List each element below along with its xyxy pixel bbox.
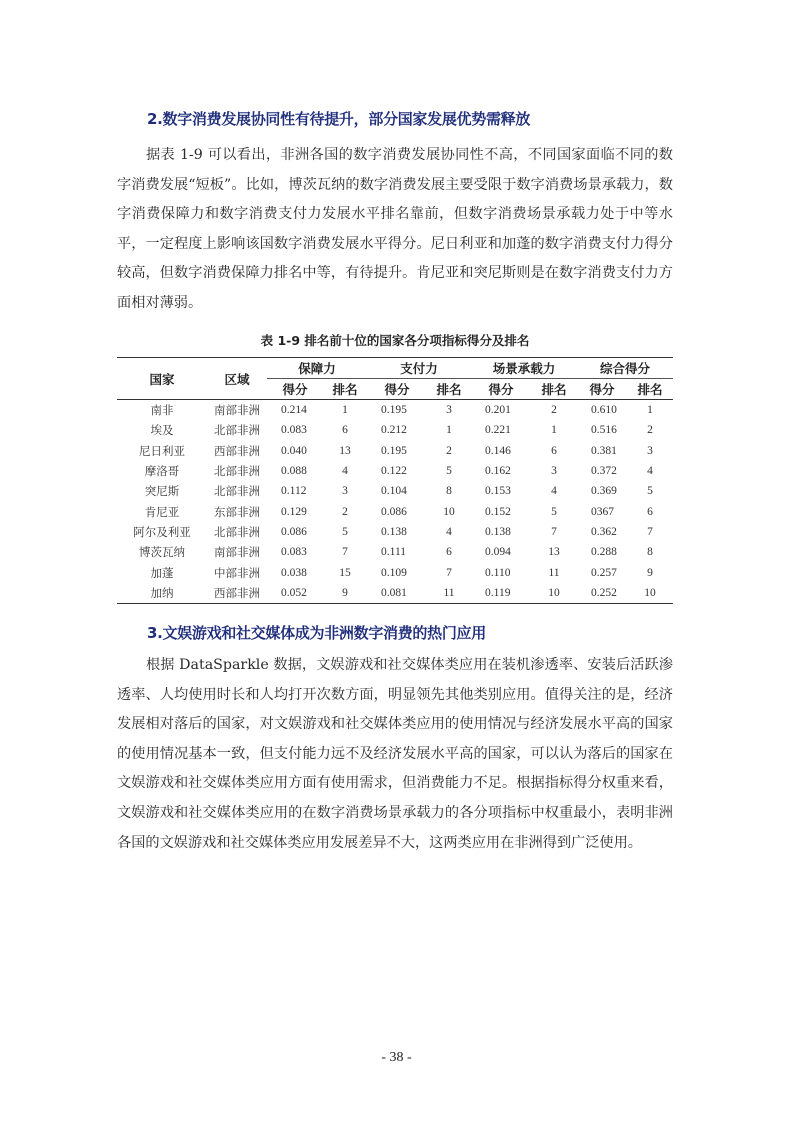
cell-composite-rank: 5 xyxy=(647,485,653,498)
cell-guarantee-rank: 6 xyxy=(342,424,348,437)
cell-composite-rank: 3 xyxy=(647,444,653,457)
page-number: - 38 - xyxy=(381,1050,412,1065)
cell-guarantee-rank: 9 xyxy=(323,583,367,604)
cell-scenario-rank: 6 xyxy=(551,444,557,457)
cell-scenario-score: 0.094 xyxy=(485,546,511,559)
cell-payment-rank: 2 xyxy=(446,444,452,457)
cell-scenario-rank: 5 xyxy=(551,505,557,518)
cell-guarantee-rank: 2 xyxy=(342,505,348,518)
cell-scenario-rank: 10 xyxy=(531,583,577,604)
table-row xyxy=(117,441,673,461)
cell-scenario-rank: 2 xyxy=(551,404,557,417)
cell-country: 埃及 xyxy=(150,423,174,438)
cell-guarantee-score: 0.129 xyxy=(281,505,307,518)
subheader-score: 得分 xyxy=(471,379,531,400)
cell-guarantee-score: 0.086 xyxy=(281,525,307,538)
cell-country: 加蓬 xyxy=(150,565,174,580)
cell-guarantee-score: 0.040 xyxy=(281,444,307,457)
cell-country: 尼日利亚 xyxy=(139,443,185,458)
table-row xyxy=(117,501,673,521)
section-2-paragraph: 据表 1-9 可以看出，非洲各国的数字消费发展协同性不高，不同国家面临不同的数字消费发展“短板”。比如，博茨瓦纳的数字消费发展主要受限于数字消费场景承载力，数字消费保障力和数字消费支付力发展水平排名靠前，但数字消费场景承载力处于中等水平，一定程度上影响该国数字消费发展水平得分。尼日利亚和加蓬的数字消费支付力得分较高，但数字消费保障力排名中等，有待提升。肯尼亚和突尼斯则是在数字消费支付力方面相对薄弱。 xyxy=(117,147,673,311)
cell-payment-rank: 4 xyxy=(446,525,452,538)
subheader-score: 得分 xyxy=(577,379,627,400)
header-region: 区域 xyxy=(207,358,267,400)
table-header-row xyxy=(117,358,673,379)
subheader-rank: 排名 xyxy=(323,379,367,400)
table-row xyxy=(117,583,673,604)
cell-payment-score: 0.212 xyxy=(381,424,407,437)
section-3-paragraph: 根据 DataSparkle 数据，文娱游戏和社交媒体类应用在装机渗透率、安装后活跃渗透率、人均使用时长和人均打开次数方面，明显领先其他类别应用。值得关注的是，经济发展相对落后的国家，对文娱游戏和社交媒体类应用的使用情况与经济发展水平高的国家的使用情况基本一致，但支付能力远不及经济发展水平高的国家，可以认为落后的国家在文娱游戏和社交媒体类应用方面有使用需求，但消费能力不足。根据指标得分权重来看，文娱游戏和社交媒体类应用的在数字消费场景承载力的各分项指标中权重最小，表明非洲各国的文娱游戏和社交媒体类应用发展差异不大，这两类应用在非洲得到广泛使用。 xyxy=(117,657,673,851)
cell-composite-score: 0.372 xyxy=(591,465,617,478)
cell-composite-rank: 8 xyxy=(647,546,653,559)
cell-composite-score: 0.252 xyxy=(577,583,627,604)
cell-scenario-score: 0.152 xyxy=(485,505,511,518)
table-row xyxy=(117,420,673,440)
cell-guarantee-rank: 4 xyxy=(342,465,348,478)
table-caption: 表 1-9 排名前十位的国家各分项指标得分及排名 xyxy=(260,333,530,348)
cell-country: 南非 xyxy=(150,403,174,418)
cell-composite-rank: 9 xyxy=(647,566,653,579)
table-row xyxy=(117,461,673,481)
cell-composite-rank: 6 xyxy=(647,505,653,518)
section-2-heading: 2.数字消费发展协同性有待提升，部分国家发展优势需释放 xyxy=(147,110,531,128)
cell-scenario-score: 0.162 xyxy=(485,465,511,478)
cell-guarantee-score: 0.214 xyxy=(281,404,307,417)
cell-scenario-score: 0.110 xyxy=(485,566,511,579)
cell-guarantee-rank: 15 xyxy=(339,566,351,579)
cell-country: 摩洛哥 xyxy=(144,464,180,479)
cell-composite-score: 0.362 xyxy=(591,525,617,538)
cell-composite-score: 0.369 xyxy=(591,485,617,498)
cell-region: 北部非洲 xyxy=(214,464,260,479)
cell-payment-score: 0.109 xyxy=(381,566,407,579)
cell-payment-rank: 5 xyxy=(446,465,452,478)
cell-region: 北部非洲 xyxy=(214,484,260,499)
cell-composite-score: 0.381 xyxy=(591,444,617,457)
cell-composite-rank: 2 xyxy=(647,424,653,437)
cell-guarantee-score: 0.083 xyxy=(281,546,307,559)
cell-scenario-score: 0.146 xyxy=(485,444,511,457)
cell-region: 东部非洲 xyxy=(214,504,260,519)
cell-scenario-score: 0.221 xyxy=(485,424,511,437)
cell-composite-score: 0.516 xyxy=(591,424,617,437)
cell-region: 南部非洲 xyxy=(214,403,260,418)
subheader-score: 得分 xyxy=(267,379,323,400)
cell-guarantee-score: 0.088 xyxy=(281,465,307,478)
cell-payment-score: 0.195 xyxy=(381,404,407,417)
cell-composite-score: 0367 xyxy=(591,505,614,518)
cell-guarantee-rank: 13 xyxy=(339,444,351,457)
header-group-guarantee: 保障力 xyxy=(267,358,367,379)
subheader-score: 得分 xyxy=(367,379,427,400)
cell-guarantee-rank: 5 xyxy=(342,525,348,538)
cell-payment-rank: 11 xyxy=(427,583,471,604)
cell-payment-score: 0.111 xyxy=(381,546,407,559)
cell-payment-score: 0.122 xyxy=(381,465,407,478)
cell-scenario-score: 0.119 xyxy=(471,583,531,604)
cell-guarantee-rank: 3 xyxy=(342,485,348,498)
cell-scenario-rank: 3 xyxy=(551,465,557,478)
cell-country: 肯尼亚 xyxy=(144,504,180,519)
cell-guarantee-score: 0.052 xyxy=(267,583,323,604)
cell-payment-rank: 8 xyxy=(446,485,452,498)
cell-payment-score: 0.086 xyxy=(381,505,407,518)
cell-scenario-score: 0.201 xyxy=(485,404,511,417)
cell-scenario-score: 0.138 xyxy=(485,525,511,538)
cell-region: 北部非洲 xyxy=(214,423,260,438)
subheader-rank: 排名 xyxy=(627,379,673,400)
cell-guarantee-score: 0.112 xyxy=(281,485,307,498)
cell-scenario-rank: 13 xyxy=(548,546,560,559)
cell-composite-rank: 7 xyxy=(647,525,653,538)
cell-payment-score: 0.138 xyxy=(381,525,407,538)
table-row xyxy=(117,400,673,421)
cell-payment-rank: 3 xyxy=(446,404,452,417)
cell-guarantee-rank: 1 xyxy=(342,404,348,417)
cell-composite-rank: 4 xyxy=(647,465,653,478)
subheader-rank: 排名 xyxy=(427,379,471,400)
cell-payment-score: 0.081 xyxy=(367,583,427,604)
cell-country: 阿尔及利亚 xyxy=(133,524,191,539)
cell-payment-rank: 6 xyxy=(446,546,452,559)
cell-payment-rank: 10 xyxy=(443,505,455,518)
cell-country: 博茨瓦纳 xyxy=(139,545,185,560)
cell-composite-rank: 1 xyxy=(647,404,653,417)
cell-scenario-score: 0.153 xyxy=(485,485,511,498)
table-row xyxy=(117,522,673,542)
cell-composite-rank: 10 xyxy=(627,583,673,604)
cell-country: 加纳 xyxy=(117,583,207,604)
cell-region: 西部非洲 xyxy=(207,583,267,604)
cell-region: 西部非洲 xyxy=(214,443,260,458)
cell-country: 突尼斯 xyxy=(144,484,180,499)
cell-scenario-rank: 11 xyxy=(548,566,560,579)
header-group-payment: 支付力 xyxy=(367,358,471,379)
cell-payment-score: 0.195 xyxy=(381,444,407,457)
header-group-composite: 综合得分 xyxy=(577,358,673,379)
ranking-table xyxy=(117,357,673,604)
cell-payment-score: 0.104 xyxy=(381,485,407,498)
cell-guarantee-score: 0.083 xyxy=(281,424,307,437)
cell-guarantee-rank: 7 xyxy=(342,546,348,559)
cell-scenario-rank: 4 xyxy=(551,485,557,498)
cell-scenario-rank: 7 xyxy=(551,525,557,538)
cell-composite-score: 0.257 xyxy=(591,566,617,579)
cell-region: 北部非洲 xyxy=(214,524,260,539)
cell-payment-rank: 7 xyxy=(446,566,452,579)
header-country: 国家 xyxy=(117,358,207,400)
header-group-scenario: 场景承载力 xyxy=(471,358,577,379)
table-row xyxy=(117,562,673,582)
section-3-heading: 3.文娱游戏和社交媒体成为非洲数字消费的热门应用 xyxy=(147,624,486,642)
cell-region: 中部非洲 xyxy=(214,565,260,580)
table-row xyxy=(117,481,673,501)
cell-guarantee-score: 0.038 xyxy=(281,566,307,579)
cell-composite-score: 0.610 xyxy=(591,404,617,417)
cell-composite-score: 0.288 xyxy=(591,546,617,559)
cell-region: 南部非洲 xyxy=(214,545,260,560)
table-row xyxy=(117,542,673,562)
cell-scenario-rank: 1 xyxy=(551,424,557,437)
cell-payment-rank: 1 xyxy=(446,424,452,437)
subheader-rank: 排名 xyxy=(531,379,577,400)
